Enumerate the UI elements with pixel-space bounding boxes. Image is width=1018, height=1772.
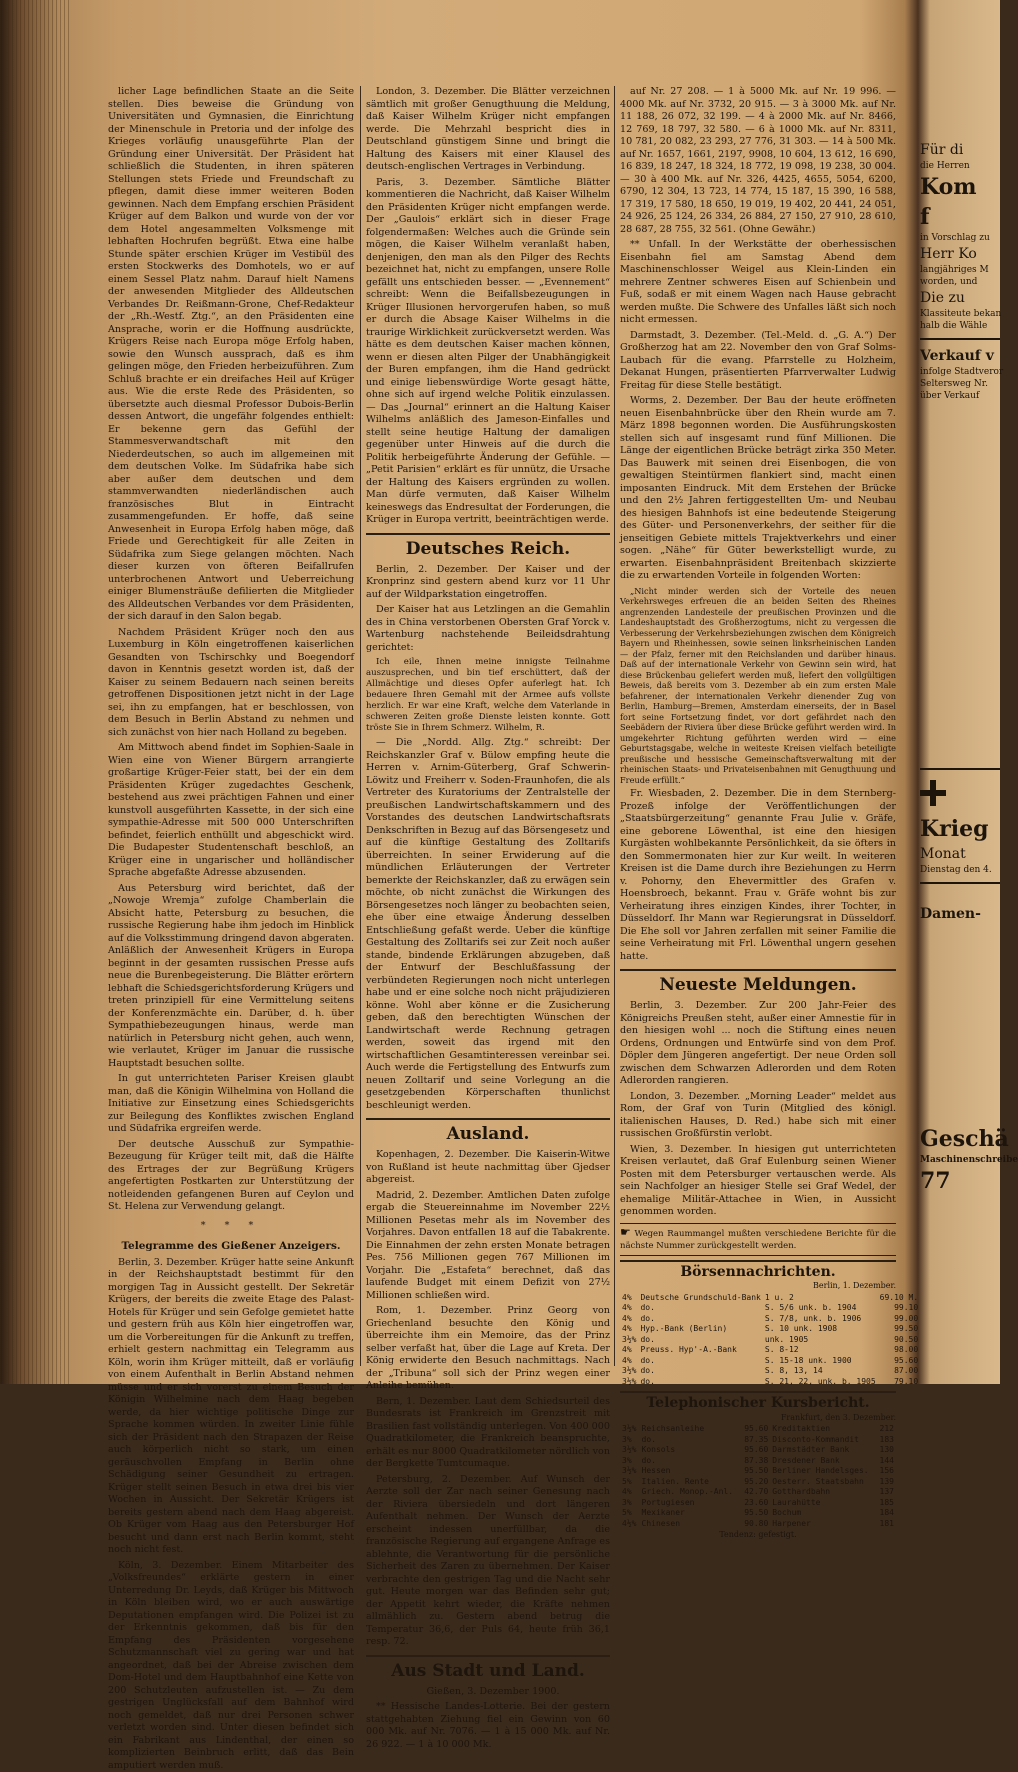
- rate-cell: 4%: [620, 1345, 638, 1356]
- article-paragraph: Paris, 3. Dezember. Sämtliche Blätter kommentieren die Nachricht, daß Kaiser Wilhelm den Präsidenten Krüger nicht empfangen werde. Der „Gaulois“ erklärt sich in dieser Frage folgendermaßen: Welches auch die Gründe sein mögen, die Kaiser Wilhelm veranlaßt haben, denjenigen, den man als den Pilger des Rechts bezeichnet hat, nicht zu empfangen, unsere Rolle gefällt uns entschieden besser. — „Evennement“ schreibt: Wenn die Beifallsbezeugungen in Krüger Illusionen hervorgerufen haben, so muß er durch die Absage Kaiser Wilhelms in die traurige Wirklichkeit zurückversetzt werden. Was hätte es dem deutschen Kaiser machen können, wenn er diesen alten Pilger der Unabhängigkeit der Buren empfangen, ihm die Hand gedrückt und einige liebenswürdige Worte gesagt hätte, ohne sich auf irgend welche Politik einzulassen. — Das „Journal“ erinnert an die Haltung Kaiser Wilhelms anläßlich des Jameson-Einfalles und stellt seine heutige Haltung der damaligen gegenüber unter Hinweis auf die durch die Politik herbeigeführte Änderung der Gefühle. — „Petit Parisien“ erklärt es für unnütz, die Ursache der Haltung des Kaisers ergründen zu wollen. Man dürfe vermuten, daß Kaiser Wilhelm keineswegs das Endresultat der Forderungen, die Krüger in Europa vertritt, beeinträchtigen werde.: [366, 177, 610, 527]
- section-heading-deutsches-reich: Deutsches Reich.: [366, 533, 610, 560]
- rate-cell: 79.10: [878, 1377, 921, 1388]
- adjacent-page: [920, 140, 1000, 1380]
- rate-row: [620, 1366, 920, 1377]
- rate-cell: 5%: [620, 1477, 640, 1488]
- rate-cell: Reichsanleihe: [640, 1424, 741, 1435]
- rate-cell: 95.50: [741, 1508, 771, 1519]
- rate-cell: 90.80: [741, 1519, 771, 1530]
- kursbericht-city: Frankfurt,: [781, 1413, 823, 1422]
- rate-cell: Portugiesen: [640, 1498, 741, 1509]
- rate-cell: 3%: [620, 1498, 640, 1509]
- rate-cell: do.: [638, 1335, 762, 1346]
- adjacent-page-text: Geschä: [920, 1124, 1000, 1154]
- rate-cell: Kreditaktien: [770, 1424, 876, 1435]
- rate-cell: Hyp.-Bank (Berlin): [638, 1324, 762, 1335]
- article-paragraph: Fr. Wiesbaden, 2. Dezember. Die in dem Sternberg-Prozeß infolge der Veröffentlichungen der „Staatsbürgerzeitung“ genannte Frau Julie v. Gräfe, eine geborene Löwenthal, ist eine den hiesigen Kurgästen wohlbekannte Persönlichkeit, da sie öfters in den Sommermonaten hier zur Kur weilt. In weiteren Kreisen ist die Dame durch ihre Beziehungen zu Herrn v. Pohorny, den Ehevermittler des Grafen v. Hoensbroech, bekannt. Frau v. Gräfe wohnt bis zur Verheiratung ihres einzigen Kindes, ihrer Tochter, in Düsseldorf. Ihr Mann war Regierungsrat in Düsseldorf. Die Ehe soll vor Jahren zerfallen mit seiner Familie die seine Verheiratung mit Frl. Löwenthal ungern gesehen hatte.: [620, 788, 896, 963]
- rate-cell: 184: [876, 1508, 896, 1519]
- rate-cell: 95.60: [741, 1424, 771, 1435]
- adjacent-page-text: Krieg: [920, 814, 1000, 844]
- article-paragraph: Am Mittwoch abend findet im Sophien-Saale in Wien eine von Wiener Bürgern arrangierte großartige Krüger-Feier statt, bei der ein dem Präsidenten Krüger zugedachtes Geschenk, bestehend aus zwei prächtigen Fahnen und einer kunstvoll ausgeführten Kassette, in der sich eine sympathie-Adresse mit 500 000 Unterschriften befindet, feierlich enthüllt und abgeschickt wird. Die Budapester Studentenschaft beschloß, an Krüger eine in ungarischer und holländischer Sprache abgefaßte Adresse abzusenden.: [108, 742, 354, 880]
- article-paragraph: Der deutsche Ausschuß zur Sympathie-Bezeugung für Krüger teilt mit, daß die Hälfte des Ertrages der zur Begrüßung Krügers angefertigten Postkarten zur Unterstützung der notleidenden gefangenen Buren auf Ceylon und St. Helena zur Verwendung gelangt.: [108, 1139, 354, 1214]
- article-paragraph: Darmstadt, 3. Dezember. (Tel.-Meld. d. „G. A.“) Der Großherzog hat am 22. November den von Graf Solms-Laubach für die evang. Pfarrstelle zu Holzheim, Dekanat Hungen, präsentierten Pfarrverwalter Ludwig Freitag für diese Stelle bestätigt.: [620, 330, 896, 393]
- article-paragraph: Wien, 3. Dezember. In hiesigen gut unterrichteten Kreisen verlautet, daß Graf Eulenburg seinen Wiener Posten mit dem Petersburger vertauschen werde. Als sein Nachfolger an hiesiger Stelle sei Graf Wedel, der ehemalige Militär-Attachee in Wien, in Aussicht genommen worden.: [620, 1144, 896, 1219]
- adjacent-page-text: Kom: [920, 172, 1000, 202]
- rate-row: [620, 1335, 920, 1346]
- rate-cell: 95.50: [741, 1466, 771, 1477]
- rate-cell: do.: [638, 1356, 762, 1367]
- rate-cell: Disconto-Kommandit: [770, 1435, 876, 1446]
- dateline: Gießen, 3. Dezember 1900.: [366, 1686, 610, 1699]
- adjacent-page-text: f: [920, 202, 1000, 232]
- rate-cell: unk. 1905: [763, 1335, 878, 1346]
- rate-cell: Harpener: [770, 1519, 876, 1530]
- adjacent-page-text: Seltersweg Nr.: [920, 378, 1000, 390]
- boerse-title: Börsennachrichten.: [620, 1266, 896, 1279]
- kursbericht-date: den 3. Dezember.: [825, 1413, 896, 1422]
- rate-cell: 87.35: [741, 1435, 771, 1446]
- rate-cell: Dresdener Bank: [770, 1456, 876, 1467]
- kursbericht-title: Telephonischer Kursbericht.: [620, 1397, 896, 1410]
- rate-cell: 3½%: [620, 1377, 638, 1388]
- rate-cell: 69.10 M.: [878, 1293, 921, 1304]
- adjacent-page-text: infolge Stadtveror: [920, 366, 1000, 378]
- rate-cell: do.: [638, 1303, 762, 1314]
- column-1: [108, 86, 354, 1372]
- rate-cell: 95.20: [741, 1477, 771, 1488]
- rate-cell: Griech. Monop.-Anl.: [640, 1487, 741, 1498]
- pointing-hand-icon: ☛: [620, 1226, 631, 1239]
- rate-row: [620, 1324, 920, 1335]
- rate-cell: 4½%: [620, 1519, 640, 1530]
- rate-cell: 3½%: [620, 1424, 640, 1435]
- rate-row: [620, 1445, 896, 1456]
- rate-cell: 212: [876, 1424, 896, 1435]
- rate-cell: 183: [876, 1435, 896, 1446]
- rate-row: [620, 1314, 920, 1325]
- column-rule: [614, 86, 615, 1366]
- rate-cell: 4%: [620, 1324, 638, 1335]
- adjacent-page-text: halb die Wähle: [920, 320, 1000, 332]
- adjacent-page-text: Die zu: [920, 288, 1000, 308]
- boerse-date: 1. Dezember.: [843, 1281, 896, 1290]
- rate-cell: 130: [876, 1445, 896, 1456]
- rate-cell: 4%: [620, 1314, 638, 1325]
- adjacent-page-rule: [920, 768, 1000, 770]
- adjacent-page-rule: [920, 882, 1000, 884]
- adjacent-page-spacer: [920, 402, 1000, 762]
- article-paragraph: licher Lage befindlichen Staate an die Seite stellen. Dies beweise die Gründung von Universitäten und Gymnasien, die Einrichtung der Minenschule in Pretoria und der infolge des Krieges vorläufig unausgeführte Plan der Gründung einer Universität. Der Präsident hat schließlich die Studenten, in ihren späteren Stellungen stets Friede und Freundschaft zu pflegen, damit diese immer weiteren Boden gewinnen. Nach dem Empfang erschien Präsident Krüger auf dem Balkon und wurde von der vor dem Hotel angesammelten Volksmenge mit lebhaften Hochrufen begrüßt. Etwa eine halbe Stunde später erschien Krüger im Vestibül des ersten Stockwerks des Domhotels, wo er auf einem Sessel Platz nahm. Darauf hielt Namens der anwesenden Mitglieder des Alldeutschen Verbandes Dr. Reißmann-Grone, Chef-Redakteur der „Rh.-Westf. Ztg.“, an den Präsidenten eine Ansprache, worin er die Hoffnung ausdrückte, Krügers Reise nach Europa möge Erfolg haben, sowie den Wunsch aussprach, daß es ihm gelingen möge, den Frieden herbeizuführen. Zum Schluß brachte er ein dreifaches Heil auf Krüger aus. Wie die erste Rede des Präsidenten, so übersetzte auch diesmal Professor Dubois-Berlin dessen Antwort, die ungefähr folgendes enthielt: Er bekenne gern das Gefühl der Stammesverwandtschaft mit den Niederdeutschen, so auch im allgemeinen mit dem deutschen Volke. Im Südafrika habe sich aber außer dem deutschen und dem stammverwandten niederländischen auch französisches Blut in Eintracht zusammengefunden. Er hoffe, daß seine Anwesenheit in Europa Erfolg haben möge, daß Friede und Gerechtigkeit für alle Zeiten in Südafrika zum Siege gelangen möchten. Nach dieser kurzen von öfteren Beifallrufen unterbrochenen Antwort und Ueberreichung einiger Blumensträuße defilierten die Mitglieder des Alldeutschen Verbandes vor dem Präsidenten, der sich darauf in den Salon begab.: [108, 86, 354, 624]
- quoted-telegram: Ich eile, Ihnen meine innigste Teilnahme auszusprechen, und bin tief erschüttert, daß der Allmächtige und dieses Opfer auferlegt hat. Ich bedauere Ihren Gemahl mit der Armee aufs vollste herzlich. Er war eine Kraft, welche dem Vaterlande in schweren Zeiten große Dienste leisten konnte. Gott tröste Sie in Ihrem Schmerz. Wilhelm, R.: [366, 657, 610, 734]
- rate-cell: 185: [876, 1498, 896, 1509]
- rate-cell: 98.00: [878, 1345, 921, 1356]
- article-paragraph: Worms, 2. Dezember. Der Bau der heute eröffneten neuen Eisenbahnbrücke über den Rhein wurde am 7. März 1898 begonnen worden. Die Ausführungskosten stellen sich auf insgesamt rund fünf Millionen. Die Länge der eigentlichen Brücke beträgt zirka 350 Meter. Das Bauwerk mit seinen drei Eisenbogen, die von gewaltigen Steintürmen flankiert sind, macht einen imposanten Eindruck. Mit dem Erstehen der Brücke und den 2½ Jahren fertiggestellten Um- und Neubau des hiesigen Bahnhofs ist eine bedeutende Steigerung des Güter- und Personenverkehrs, der seither für die jenseitigen Gebiete mittels Trajektverkehrs und einer sogen. „Nähe“ für Güter bewerkstelligt wurde, zu erwarten. Eisenbahnpräsident Breitenbach skizzierte die zu erwartenden Vorteile in folgenden Worten:: [620, 395, 896, 583]
- rate-cell: S. 15-18 unk. 1900: [763, 1356, 878, 1367]
- rate-cell: 144: [876, 1456, 896, 1467]
- article-paragraph: ** Unfall. In der Werkstätte der oberhessischen Eisenbahn fiel am Samstag Abend dem Maschinenschlosser Weigel aus Klein-Linden ein mehrere Zentner schweres Eisen auf Schienbein und Fuß, sodaß er mit einem Wagen nach Hause gebracht werden mußte. Die Schwere des Unfalles läßt sich noch nicht ermessen.: [620, 239, 896, 327]
- boerse-dateline: [620, 1280, 896, 1293]
- rate-cell: 3½%: [620, 1366, 638, 1377]
- section-heading-ausland: Ausland.: [366, 1118, 610, 1145]
- rate-cell: 4%: [620, 1303, 638, 1314]
- kursbericht-tendency: Tendenz: gefestigt.: [620, 1529, 896, 1542]
- rate-cell: Mexikaner: [640, 1508, 741, 1519]
- kursbericht-table: [620, 1424, 896, 1529]
- page-stack-edge: [0, 0, 70, 1384]
- rate-row: [620, 1508, 896, 1519]
- rate-cell: 3%: [620, 1435, 640, 1446]
- rate-cell: Bochum: [770, 1508, 876, 1519]
- adjacent-page-text: in Vorschlag zu: [920, 232, 1000, 244]
- column-rule: [360, 86, 361, 1366]
- rate-cell: do.: [640, 1456, 741, 1467]
- article-paragraph: Kopenhagen, 2. Dezember. Die Kaiserin-Witwe von Rußland ist heute nachmittag über Gjedser abgereist.: [366, 1149, 610, 1187]
- adjacent-page-text: über Verkauf: [920, 390, 1000, 402]
- rate-cell: 156: [876, 1466, 896, 1477]
- rate-cell: 181: [876, 1519, 896, 1530]
- rate-cell: 87.38: [741, 1456, 771, 1467]
- rate-row: [620, 1377, 920, 1388]
- rate-cell: Preuss. Hyp'-A.-Bank: [638, 1345, 762, 1356]
- article-paragraph: Aus Petersburg wird berichtet, daß der „Nowoje Wremja“ zufolge Chamberlain die Absicht hatte, Petersburg zu besuchen, die russische Regierung habe ihm jedoch im Hinblick auf die Volksstimmung dringend davon abgeraten. Anläßlich der Anwesenheit Krügers in Europa beginnt in der gesamten russischen Presse aufs neue die Burenbegeisterung. Die Blätter erörtern lebhaft die Schiedsgerichtsforderung Krügers und treten prinzipiell für eine Vermittelung seitens der Konferenzmächte ein. Darüber, d. h. über Sympathiebezeugungen hinaus, werde man natürlich in Petersburg nicht gehen, auch wenn, wie verlautet, Krüger im Januar die russische Hauptstadt besuchen sollte.: [108, 883, 354, 1071]
- rate-cell: S. 21, 22, unk. b. 1905: [763, 1377, 878, 1388]
- article-paragraph: Köln, 3. Dezember. Einem Mitarbeiter des „Volksfreundes“ erklärte gestern in einer Unterredung Dr. Leyds, daß Krüger bis Mittwoch in Köln bleiben wird, wo er auch auswärtige Deputationen empfangen wird. Die Polizei ist zu der Erkenntnis gekommen, daß bis für den Empfang des Präsidenten vorgesehene Schutzmannschaft viel zu gering war und hat angeordnet, daß bei der Abreise zwischen dem Dom-Hotel und dem Hauptbahnhof eine Kette von 200 Schutzleuten aufzustellen ist. — Zu dem gestrigen Unglücksfall auf dem Bahnhof wird noch gemeldet, daß nur drei Personen schwer verletzt worden sind. Unter diesen befindet sich ein Fabrikant aus Lindenthal, der einen so komplizierten Beinbruch erlitt, daß das Bein amputiert werden muß.: [108, 1560, 354, 1772]
- adjacent-page-text: Für di: [920, 140, 1000, 160]
- rate-cell: 90.50: [878, 1335, 921, 1346]
- rate-cell: Oesterr. Staatsbahn: [770, 1477, 876, 1488]
- adjacent-page-text: die Herren: [920, 160, 1000, 172]
- rate-row: [620, 1435, 896, 1446]
- rate-row: [620, 1345, 920, 1356]
- adjacent-page-text: langjähriges M: [920, 264, 1000, 276]
- boerse-city: Berlin,: [813, 1281, 840, 1290]
- rate-cell: Konsols: [640, 1445, 741, 1456]
- rate-cell: Chinesen: [640, 1519, 741, 1530]
- space-notice: [620, 1223, 896, 1256]
- rate-cell: S. 7/8, unk. b. 1906: [763, 1314, 878, 1325]
- rate-cell: 99.10: [878, 1303, 921, 1314]
- rate-cell: Laurahütte: [770, 1498, 876, 1509]
- article-paragraph: In gut unterrichteten Pariser Kreisen glaubt man, daß die Königin Wilhelmina von Holland die Initiative zur Einsetzung eines Schiedsgerichts zur Beilegung des Konfliktes zwischen England und Südafrika ergreifen werde.: [108, 1073, 354, 1136]
- rate-cell: 137: [876, 1487, 896, 1498]
- rate-cell: Deutsche Grundschuld-Bank: [638, 1293, 762, 1304]
- rate-cell: Gotthardbahn: [770, 1487, 876, 1498]
- rate-cell: 139: [876, 1477, 896, 1488]
- adjacent-page-text: Herr Ko: [920, 244, 1000, 264]
- rate-cell: S. 5/6 unk. b. 1904: [763, 1303, 878, 1314]
- boerse-section: [620, 1260, 896, 1388]
- article-paragraph: Bern, 1. Dezember. Laut dem Schiedsurteil des Bundesrats ist Frankreich im Grenzstreit mit Brasilien fast vollständig unterlegen. Von 400 000 Quadratkilometer, die Frankreich beanspruchte, erhält es nur 8000 Quadratkilometer nördlich von der Bergkette Tumtcumaque.: [366, 1396, 610, 1471]
- rate-row: [620, 1293, 920, 1304]
- rate-cell: do.: [638, 1314, 762, 1325]
- rate-cell: do.: [638, 1377, 762, 1388]
- rate-cell: 87.00: [878, 1366, 921, 1377]
- rate-cell: 99.00: [878, 1314, 921, 1325]
- rate-cell: 1 u. 2: [763, 1293, 878, 1304]
- rate-cell: 4%: [620, 1487, 640, 1498]
- article-paragraph: Petersburg, 2. Dezember. Auf Wunsch der Aerzte soll der Zar nach seiner Genesung nach der Riviera übersiedeln und dort längeren Aufenthalt nehmen. Der Wunsch der Aerzte erscheint indessen unerfüllbar, da die französische Regierung auf ergangene Anfrage es ablehnte, die Verantwortung für die persönliche Sicherheit des Zaren zu übernehmen. Der Kaiser verbrachte den gestrigen Tag und die Nacht sehr gut. Heute morgen war das Befinden sehr gut; der Appetit kehrt wieder, die Kräfte nehmen allmählich zu. Gestern abend betrug die Temperatur 36,6, der Puls 64, heute früh 36,1 resp. 72.: [366, 1474, 610, 1649]
- rate-row: [620, 1303, 920, 1314]
- section-separator: * * *: [108, 1220, 354, 1233]
- rate-cell: 5%: [620, 1508, 640, 1519]
- rate-row: [620, 1498, 896, 1509]
- article-paragraph: — Die „Nordd. Allg. Ztg.“ schreibt: Der Reichskanzler Graf v. Bülow empfing heute die Herren v. Arnim-Güterberg, Graf Schwerin-Löwitz und Freiherr v. Soden-Fraunhofen, die als Vertreter des Kuratoriums der Zentralstelle der preußischen Landwirtschaftskammern und des Vorstandes des deutschen Landwirtschaftsrats Denkschriften in Bezug auf das Börsengesetz und auf die künftige Gestaltung des Zolltarifs überreichten. In seiner Erwiderung auf die mündlichen Erläuterungen der Vertreter bemerkte der Reichskanzler, daß zu erwägen sein möchte, ob nicht zunächst die Wirkungen des Börsengesetzes noch länger zu beobachten seien, ehe über eine etwaige Änderung desselben Entschließung gefaßt werde. Ueber die künftige Gestaltung des Zolltarifs sei zur Zeit noch außer stande, bindende Erklärungen abzugeben, daß der Entwurf der Beschlußfassung der verbündeten Regierungen noch nicht unterlegen habe und er eine solche noch nicht präjudizieren könne. Wohl aber könne er die Zusicherung geben, daß den berechtigten Wünschen der Landwirtschaft werde Rechnung getragen werden, soweit das irgend mit den wirtschaftlichen Gesamtinteressen vereinbar sei. Auch werde die Fertigstellung des Entwurfs zum neuen Zolltarif und seine Vorlegung an die gesetzgebenden Körperschaften thunlichst beschleunigt werden.: [366, 737, 610, 1112]
- kursbericht-dateline: [620, 1412, 896, 1425]
- article-paragraph: London, 3. Dezember. „Morning Leader“ meldet aus Rom, der Graf von Turin (Mitglied des königl. italienischen Hauses, D. Red.) habe sich mit einer russischen Großfürstin verlobt.: [620, 1091, 896, 1141]
- rate-row: [620, 1487, 896, 1498]
- adjacent-page-spacer: [920, 924, 1000, 1124]
- adjacent-page-text: Maschinenschreibe: [920, 1154, 1000, 1166]
- adjacent-page-rule: [920, 338, 1000, 340]
- rate-cell: 4%: [620, 1356, 638, 1367]
- article-paragraph: ** Hessische Landes-Lotterie. Bei der gestern stattgehabten Ziehung fiel ein Gewinn von 60 000 Mk. auf Nr. 7076. — 1 à 15 000 Mk. auf Nr. 26 922. — 1 à 10 000 Mk.: [366, 1701, 610, 1751]
- article-paragraph: Berlin, 2. Dezember. Der Kaiser und der Kronprinz sind gestern abend kurz vor 11 Uhr auf der Wildparkstation eingetroffen.: [366, 564, 610, 602]
- article-paragraph: Rom, 1. Dezember. Prinz Georg von Griechenland besuchte den König und überreichte ihm ein Memoire, das der Prinz selber verfaßt hat, über die Lage auf Kreta. Der König erwiderte den Besuch nachmittags. Nach der „Tribuna“ soll sich der Prinz wegen einer Anleihe bemühen.: [366, 1305, 610, 1393]
- rate-cell: 3½%: [620, 1445, 640, 1456]
- rate-cell: Italien. Rente: [640, 1477, 741, 1488]
- article-paragraph: Der Kaiser hat aus Letzlingen an die Gemahlin des in China verstorbenen Obersten Graf Yorck v. Wartenburg nachstehende Beileidsdrahtung gerichtet:: [366, 604, 610, 654]
- rate-cell: Berliner Handelsges.: [770, 1466, 876, 1477]
- boerse-table: [620, 1293, 920, 1388]
- rate-cell: S. 10 unk. 1908: [763, 1324, 878, 1335]
- adjacent-page-text: Monat: [920, 844, 1000, 864]
- article-paragraph: London, 3. Dezember. Die Blätter verzeichnen sämtlich mit großer Genugthuung die Meldung, daß Kaiser Wilhelm Krüger nicht empfangen werde. Die Mehrzahl bespricht dies in Deutschland günstigem Sinne und bringt die Haltung des Kaisers mit einer Klausel des deutsch-englischen Vertrages in Verbindung.: [366, 86, 610, 174]
- adjacent-page-text: Dienstag den 4.: [920, 864, 1000, 876]
- rate-cell: 42.70: [741, 1487, 771, 1498]
- rate-cell: 95.60: [878, 1356, 921, 1367]
- column-2: [366, 86, 610, 1372]
- quoted-speech: „Nicht minder werden sich der Vorteile des neuen Verkehrsweges erfreuen die an beiden Seiten des Rheines angrenzenden Landesteile der preußischen Provinzen und die Landeshauptstadt des Großherzogtums, nicht zu vergessen die Verbesserung der Verkehrsbeziehungen zwischen dem Königreich Bayern und Rheinhessen, sowie seinen linksrheinischen Landen — der Pfalz, ferner mit den Reichslanden und darüber hinaus. Daß auf der internationale Verkehr von Gewinn sein wird, hat diese Brückenbau geliefert werden muß, liefert den vollgültigen Beweis, daß bereits vom 3. Dezember ab ein zum ersten Male befahrener, der internationalen Verkehr dienender Zug von Berlin, Hamburg—Bremen, Amsterdam einerseits, der in Basel fort seine Fortsetzung findet, vor dort gefährdet nach den Seebädern der Riviera über diese Brücke geführt werden wird. In umgekehrter Richtung geführten werden wird — eine Geburtstagsgabe, welche in weiteste Kreisen vielfach beteiligte preußische und hessische Gemeinschaftsverwaltung mit der rheinischen Staats- und Privateisenbahnen mit Genugthuung und Freude erfüllt.“: [620, 586, 896, 786]
- rate-cell: Hessen: [640, 1466, 741, 1477]
- rate-row: [620, 1424, 896, 1435]
- section-heading-neueste-meldungen: Neueste Meldungen.: [620, 969, 896, 996]
- adjacent-page-text: 77: [920, 1166, 1000, 1196]
- rate-cell: 3%: [620, 1456, 640, 1467]
- kursbericht-section: [620, 1391, 896, 1542]
- article-paragraph: Berlin, 3. Dezember. Krüger hatte seine Ankunft in der Reichshauptstadt bestimmt für den morgigen Tag in Aussicht gestellt. Der Sekretär Krügers, der bereits die zweite Etage des Palast-Hotels für Krüger und sein Gefolge gemietet hatte und gestern früh aus Köln hier eingetroffen war, um die Vorbereitungen für die Ankunft zu treffen, erhielt gestern nachmittag ein Telegramm aus Köln, worin ihm Krüger mitteilt, daß er vorläufig von einem Aufenthalt in Berlin Abstand nehmen müsse und er sich vorerst zu einem Besuch der Königin Wilhelmine nach dem Haag begeben werde, da hier wichtige politische Dinge zur Sprache kommen würden. In zweiter Linie fühle sich der Präsident nach den Strapazen der Reise auch körperlich nicht so stark, um einen geräuschvollen Empfang in Berlin ohne Schädigung seiner Gesundheit zu ertragen. Krüger stellt seinen Besuch in etwa drei bis vier Wochen in Aussicht. Der Sekretär Krügers ist bereits gestern abend nach dem Haag abgereist. Ob Krüger vom Haag aus den Petersburger Hof besucht und dann erst nach Berlin kommt, steht noch nicht fest.: [108, 1257, 354, 1557]
- section-heading-telegramme: Telegramme des Gießener Anzeigers.: [108, 1240, 354, 1253]
- article-paragraph: Nachdem Präsident Krüger noch den aus Luxemburg in Köln eingetroffenen kaiserlichen Gesandten von Tschirschky und Boegendorf davon in Kenntnis gesetzt worden ist, daß der Kaiser zu seinem Bedauern nach seinen bereits getroffenen Dispositionen jetzt nicht in der Lage sei, ihn zu empfangen, hat er beschlossen, von dem Besuch in Berlin Abstand zu nehmen und sich zunächst von hier nach Holland zu begeben.: [108, 627, 354, 740]
- article-paragraph: auf Nr. 27 208. — 1 à 5000 Mk. auf Nr. 19 996. — 4000 Mk. auf Nr. 3732, 20 915. — 3 à 3000 Mk. auf Nr. 11 188, 26 072, 32 199. — 4 à 2000 Mk. auf Nr. 8466, 12 769, 18 797, 32 580. — 6 à 1000 Mk. auf Nr. 8311, 10 781, 20 082, 23 293, 27 776, 31 303. — 14 à 500 Mk. auf Nr. 1657, 1661, 2197, 9908, 10 604, 13 612, 16 690, 16 839, 18 247, 18 324, 18 772, 19 098, 19 238, 30 004. — 30 à 400 Mk. auf Nr. 326, 4425, 4655, 5054, 6200, 6790, 12 304, 13 723, 14 774, 15 187, 15 390, 16 588, 17 319, 17 580, 18 650, 19 019, 19 402, 20 441, 24 051, 24 926, 25 124, 26 334, 26 884, 27 150, 27 910, 28 610, 28 687, 28 755, 32 561. (Ohne Gewähr.): [620, 86, 896, 236]
- rate-cell: S. 8, 13, 14: [763, 1366, 878, 1377]
- rate-cell: S. 8-12: [763, 1345, 878, 1356]
- iron-cross-icon: [920, 780, 946, 806]
- article-paragraph: Berlin, 3. Dezember. Zur 200 Jahr-Feier des Königreichs Preußen steht, außer einer Amnestie für in den hiesigen wohl ... noch die Stiftung eines neuen Ordens, Ordnungen und Entwürfe sind von dem Prof. Döpler dem Jüngeren angefertigt. Der neue Orden soll zwischen dem Schwarzen Adlerorden und dem Roten Adlerorden rangieren.: [620, 1000, 896, 1088]
- notice-text: Wegen Raummangel mußten verschiedene Berichte für die nächste Nummer zurückgestellt werden.: [620, 1229, 896, 1252]
- article-paragraph: Madrid, 2. Dezember. Amtlichen Daten zufolge ergab die Steuereinnahme im November 22½ Millionen Pesetas mehr als im November des Vorjahres. Davon entfallen 18 auf die Tabakrente. Die Einnahmen der zehn ersten Monate betragen Pes. 756 Millionen gegen 767 Millionen im Vorjahr. Die „Estafeta“ berechnet, daß das laufende Budget mit einem Defizit von 27½ Millionen schließen wird.: [366, 1190, 610, 1303]
- rate-cell: 95.60: [741, 1445, 771, 1456]
- rate-cell: 23.60: [741, 1498, 771, 1509]
- rate-cell: Darmstädter Bank: [770, 1445, 876, 1456]
- rate-row: [620, 1519, 896, 1530]
- rate-cell: 3½%: [620, 1466, 640, 1477]
- rate-cell: 3½%: [620, 1335, 638, 1346]
- adjacent-page-text: Klassiteute bekan: [920, 308, 1000, 320]
- rate-row: [620, 1456, 896, 1467]
- rate-cell: do.: [638, 1366, 762, 1377]
- newspaper-page: [98, 86, 910, 1372]
- rate-row: [620, 1477, 896, 1488]
- rate-cell: 4%: [620, 1293, 638, 1304]
- column-3: [620, 86, 896, 1372]
- adjacent-page-text: Damen-: [920, 904, 1000, 924]
- rate-row: [620, 1356, 920, 1367]
- adjacent-page-text: Verkauf v: [920, 346, 1000, 366]
- adjacent-page-text: worden, und: [920, 276, 1000, 288]
- rate-row: [620, 1466, 896, 1477]
- rate-cell: 99.50: [878, 1324, 921, 1335]
- rate-cell: do.: [640, 1435, 741, 1446]
- section-heading-stadt-und-land: Aus Stadt und Land.: [366, 1655, 610, 1682]
